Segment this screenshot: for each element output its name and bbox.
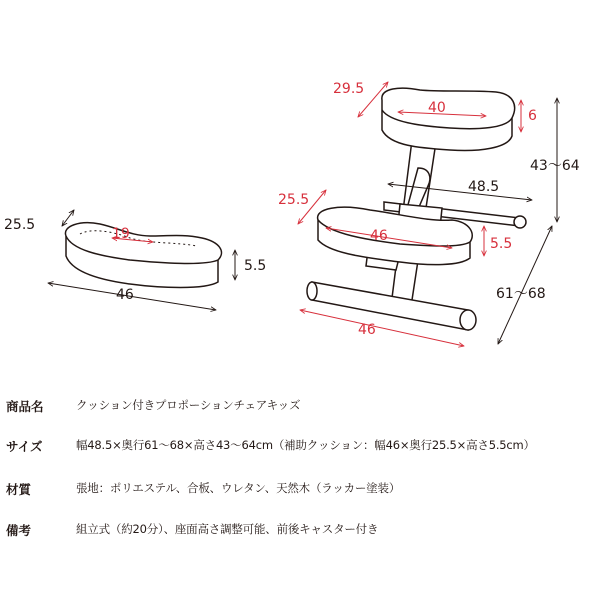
spec-value: 組立式（約20分）、座面高さ調整可能、前後キャスター付き [76, 522, 379, 536]
auxiliary-cushion [65, 223, 221, 288]
spec-label: 商品名 [6, 399, 44, 414]
cushion-depth-label: 25.5 [4, 217, 36, 233]
cushion-height-label: 5.5 [244, 258, 267, 274]
spec-value: 張地：ポリエステル、合板、ウレタン、天然木（ラッカー塗装） [76, 481, 401, 495]
cushion-inner-width-label: 19 [112, 226, 130, 242]
total-height-label: 43～64 [530, 158, 580, 174]
spec-value: 幅48.5×奥行61～68×高さ43～64cm（補助クッション：幅46×奥行25.5×高さ5.5cm） [76, 438, 535, 452]
spec-label: 材質 [6, 482, 32, 497]
knee-thickness-label: 5.5 [490, 236, 513, 252]
seat-width-label: 40 [428, 100, 446, 116]
spec-label: 備考 [6, 523, 32, 538]
foot-width-label: 46 [358, 322, 376, 338]
base-width-label: 48.5 [468, 179, 500, 195]
seat-thickness-label: 6 [528, 108, 537, 124]
spec-label: サイズ [6, 439, 43, 454]
base-depth-label: 61～68 [496, 286, 546, 302]
knee-width-label: 46 [370, 228, 388, 244]
seat-depth-label: 29.5 [333, 81, 365, 97]
knee-depth-label: 25.5 [278, 192, 310, 208]
kneeling-chair [307, 88, 526, 330]
spec-value: クッション付きプロポーションチェアキッズ [76, 398, 301, 412]
cushion-width-label: 46 [116, 287, 134, 303]
